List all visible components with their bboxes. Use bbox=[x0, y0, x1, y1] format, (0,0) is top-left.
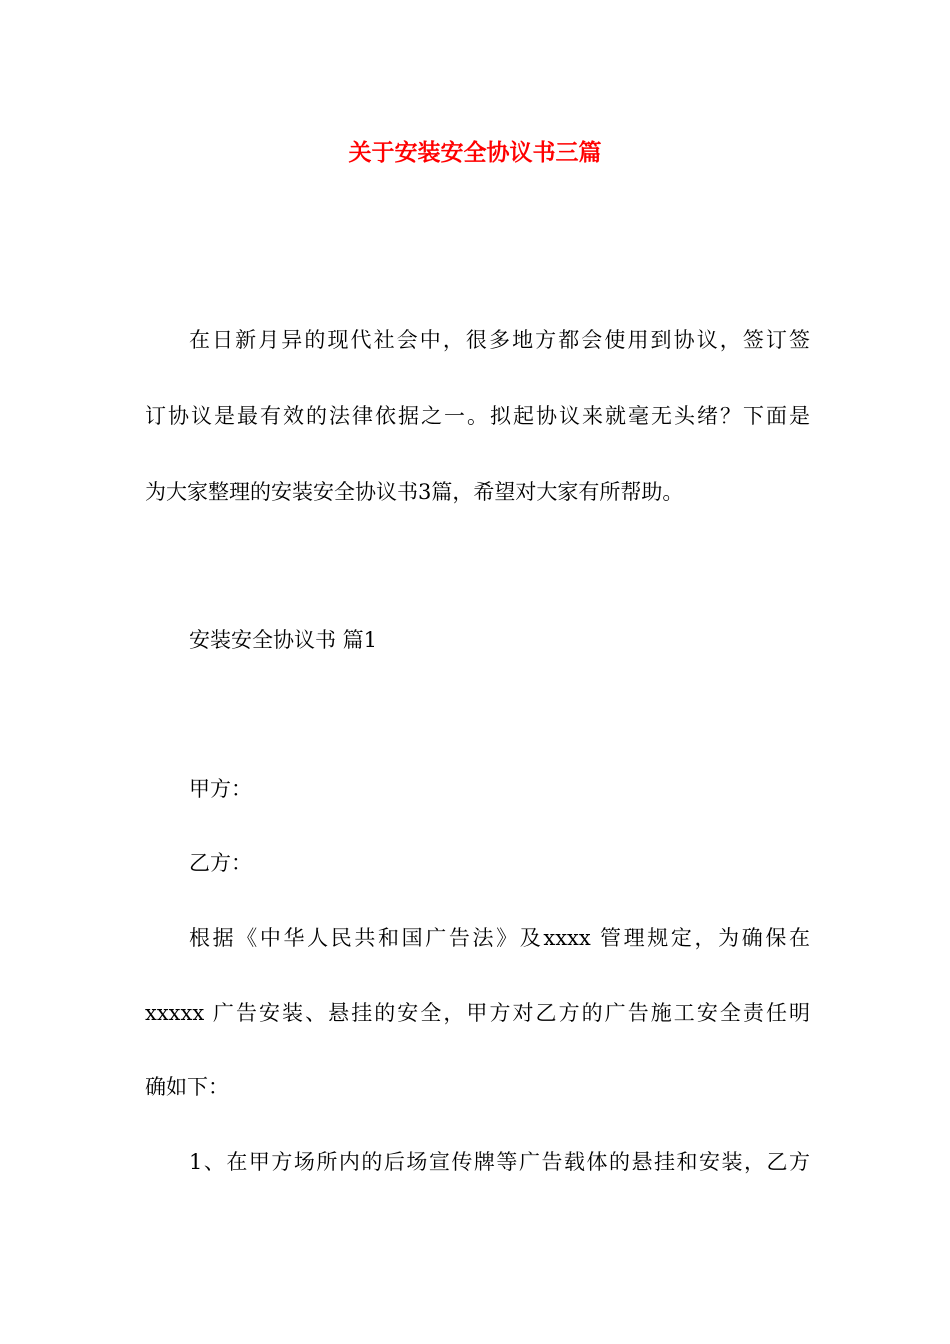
intro-line-1: 在日新月异的现代社会中，很多地方都会使用到协议，签订签 bbox=[189, 328, 810, 352]
intro-line-3: 为大家整理的安装安全协议书3篇，希望对大家有所帮助。 bbox=[145, 480, 684, 504]
basis-line-2: xxxxx 广告安装、悬挂的安全，甲方对乙方的广告施工安全责任明 bbox=[145, 1001, 810, 1025]
clause-1-line-1: 1、在甲方场所内的后场宣传牌等广告载体的悬挂和安装，乙方 bbox=[189, 1150, 810, 1174]
document-title: 关于安装安全协议书三篇 bbox=[348, 139, 602, 166]
party-a-label: 甲方： bbox=[189, 777, 252, 801]
intro-line-2: 订协议是最有效的法律依据之一。拟起协议来就毫无头绪？下面是 bbox=[145, 404, 810, 428]
party-b-label: 乙方： bbox=[189, 851, 252, 875]
basis-line-1: 根据《中华人民共和国广告法》及xxxx 管理规定，为确保在 bbox=[189, 926, 810, 950]
basis-line-3: 确如下： bbox=[145, 1075, 229, 1099]
section-heading: 安装安全协议书 篇1 bbox=[189, 628, 378, 652]
